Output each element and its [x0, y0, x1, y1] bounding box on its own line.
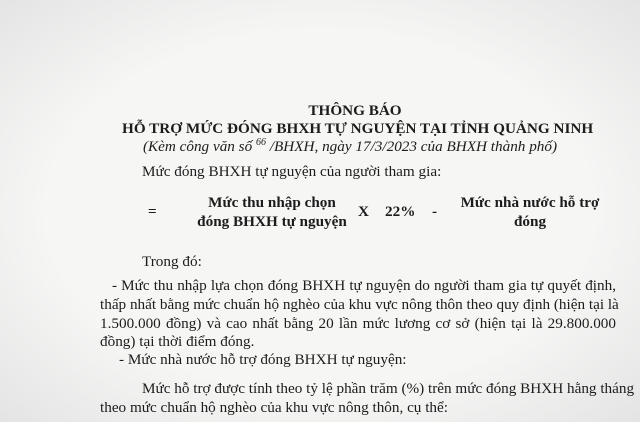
reference-number: 66 [255, 137, 266, 148]
term-income-line1: Mức thu nhập chọn [208, 194, 336, 211]
para1-line: 1.500.000 đồng) và cao nhất bằng 20 lần mức lương cơ sở (hiện tại là 29.800.000 [100, 315, 616, 332]
document-subtitle: HỖ TRỢ MỨC ĐÓNG BHXH TỰ NGUYỆN TẠI TỈNH QUẢNG NINH [122, 120, 594, 137]
intro-text: Mức đóng BHXH tự nguyện của người tham gia: [142, 163, 442, 180]
para3-line: theo mức chuẩn hộ nghèo của khu vực nông thôn, cụ thể: [100, 399, 448, 416]
reference-prefix: (Kèm công văn số [142, 138, 253, 156]
reference-suffix: /BHXH, ngày 17/3/2023 của BHXH thành phố) [269, 138, 558, 156]
formula-rate: 22% [385, 203, 416, 220]
para1-line: - Mức thu nhập lựa chọn đóng BHXH tự nguyện do người tham gia tự quyết định, [112, 277, 616, 294]
para1-line: đồng) tại thời điểm đóng. [100, 333, 255, 350]
where-label: Trong đó: [142, 253, 202, 270]
formula-term-income [192, 193, 352, 231]
para1-line: thấp nhất bằng mức chuẩn hộ nghèo của khu vực nông thôn theo quy định (hiện tại là [100, 296, 619, 313]
formula-equals: = [148, 203, 157, 220]
formula-multiply: X [358, 203, 369, 220]
formula-minus: - [432, 203, 438, 220]
document-title: THÔNG BÁO [308, 102, 402, 119]
para3-line: Mức hỗ trợ được tính theo tỷ lệ phần trăm (%) trên mức đóng BHXH hằng tháng [142, 380, 635, 397]
term-support-line2: đóng [513, 213, 547, 230]
formula-term-support [455, 193, 605, 231]
para2-text: - Mức nhà nước hỗ trợ đóng BHXH tự nguyện: [119, 351, 407, 368]
document-reference [0, 137, 640, 156]
term-support-line1: Mức nhà nước hỗ trợ [460, 194, 600, 211]
term-income-line2: đóng BHXH tự nguyện [197, 213, 347, 230]
